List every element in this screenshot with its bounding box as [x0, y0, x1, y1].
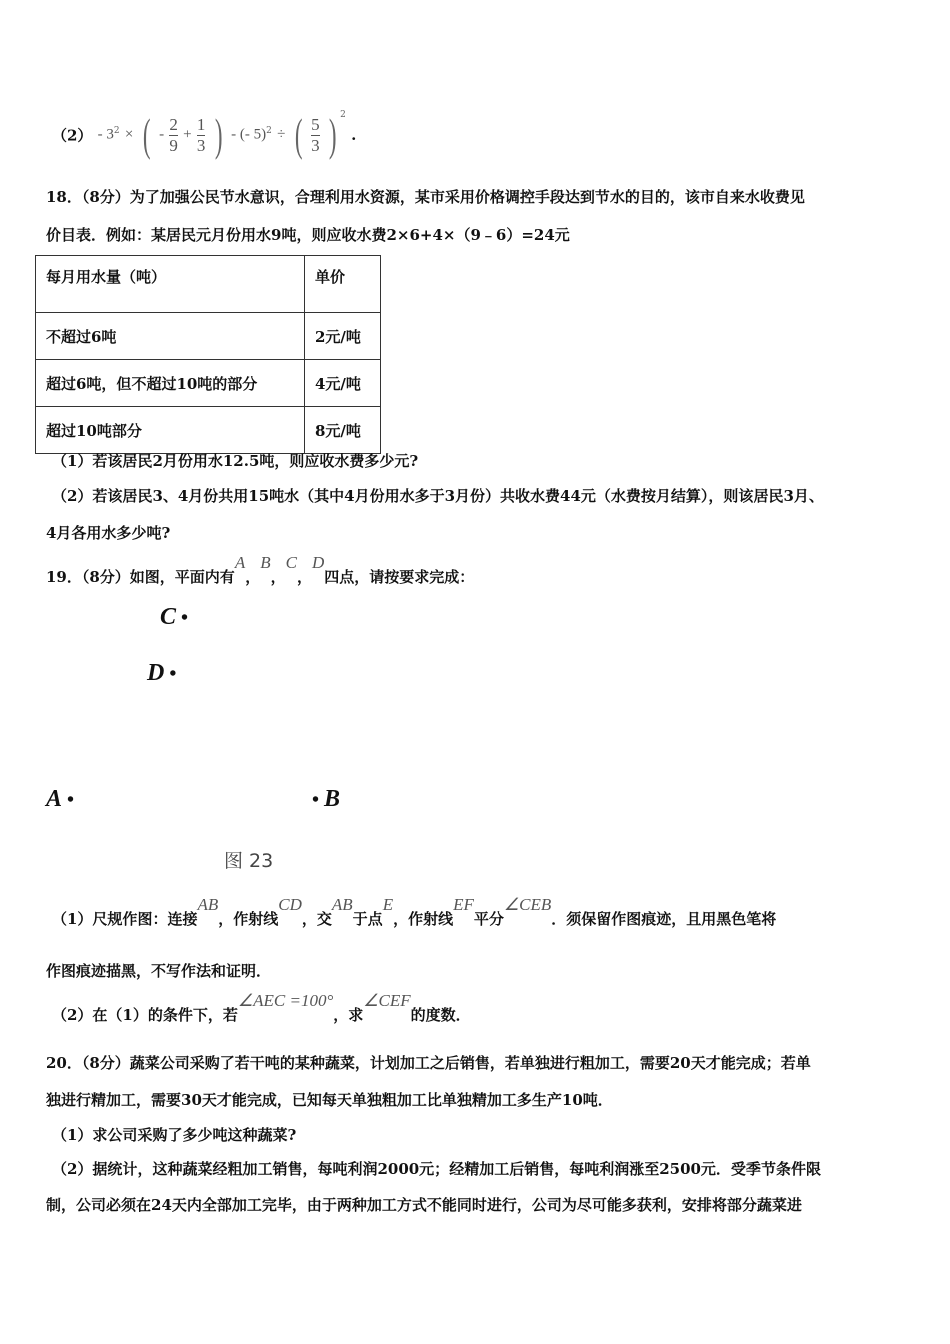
q19-point-a: A: [234, 553, 246, 572]
point-dot-icon: •: [312, 789, 325, 811]
q18-sub-1: （1）若该居民2月份用水12.5吨，则应收水费多少元?: [52, 452, 419, 470]
q17-term-a: - 3: [97, 126, 114, 143]
q19-intro: [46, 553, 475, 587]
q19-sub-2: [52, 991, 471, 1025]
q19-point-b: B: [260, 553, 271, 572]
q19-s2-text: ，求: [333, 1006, 364, 1024]
q17-minus-part: - (- 5): [231, 126, 267, 143]
q20-line-2: 独进行精加工，需要30天才能完成，已知每天单独粗加工比单独精加工多生产10吨．: [46, 1091, 613, 1109]
q17-label: （2）: [52, 126, 93, 145]
q17-times: ×: [124, 126, 134, 143]
q17-f1-den: 9: [169, 135, 178, 155]
q18-sub-2-line-2: 4月各用水多少吨?: [46, 524, 171, 542]
table-cell: 超过6吨，但不超过10吨的部分: [36, 360, 305, 407]
figure-point-c: [160, 604, 188, 631]
figure-point-a: [46, 786, 74, 813]
q19-s1-text: ，交: [301, 910, 332, 928]
q17-div: ÷: [277, 126, 286, 143]
q19-s1-text: ．须保留作图痕迹，且用黑色笔将: [551, 910, 777, 928]
right-paren: ): [214, 109, 223, 160]
point-dot-icon: •: [176, 607, 189, 629]
q19-point-d: D: [311, 553, 325, 572]
table-header-row: [36, 256, 381, 313]
q19-s1-ab: AB: [197, 895, 219, 914]
table-row: [36, 313, 381, 360]
q19-sub-1: [52, 895, 777, 929]
table-header-cell: 单价: [305, 256, 381, 313]
q17-term-a-exp: 2: [113, 126, 120, 136]
point-dot-icon: •: [62, 789, 75, 811]
q19-comma: ，: [270, 568, 286, 586]
q17-end: .: [351, 126, 357, 144]
q19-comma: ，: [245, 568, 261, 586]
right-paren-2: ): [328, 109, 337, 160]
table-cell: 不超过6吨: [36, 313, 305, 360]
point-dot-icon: •: [164, 663, 177, 685]
q17-expression: [52, 109, 357, 160]
q20-line-1: 20．（8分）蔬菜公司采购了若干吨的某种蔬菜，计划加工之后销售，若单独进行粗加工，需要20天才能完成；若单: [46, 1054, 811, 1072]
q19-comma: ，: [296, 568, 312, 586]
q17-f3-num: 5: [311, 114, 320, 134]
q17-neg: -: [159, 126, 165, 143]
q17-fraction-1: [169, 115, 178, 156]
q18-sub-2-line-1: （2）若该居民3、4月份共用15吨水（其中4月份用水多于3月份）共收水费44元（水费按月结算），则该居民3月、: [52, 487, 824, 505]
figure-label-b: B: [324, 786, 341, 812]
left-paren-2: (: [294, 109, 303, 160]
q17-f2-den: 3: [196, 135, 206, 155]
left-paren: (: [142, 109, 151, 160]
table-cell: 超过10吨部分: [36, 407, 305, 454]
q19-s1-ef: EF: [453, 895, 474, 914]
q19-s2-text: （2）在（1）的条件下，若: [52, 1006, 238, 1024]
q17-f3-den: 3: [311, 135, 320, 155]
q19-s1-text: 于点: [352, 910, 383, 928]
q20-sub-2-line-1: （2）据统计，这种蔬菜经粗加工销售，每吨利润2000元；经精加工后销售，每吨利润涨至2500元．受季节条件限: [52, 1160, 821, 1178]
q17-minus-exp: 2: [266, 126, 272, 136]
table-header-cell: 每月用水量（吨）: [36, 256, 305, 313]
figure-label-d: D: [147, 660, 165, 686]
q19-s1-text: ，作射线: [218, 910, 279, 928]
q19-s1-e: E: [382, 895, 394, 914]
q19-s2-cef: ∠CEF: [363, 991, 411, 1010]
figure-label-c: C: [160, 604, 177, 630]
q17-fraction-2: [197, 115, 206, 156]
figure-point-d: [147, 660, 176, 687]
q19-intro-b: 四点，请按要求完成：: [324, 568, 475, 586]
q19-s1-ab2: AB: [331, 895, 353, 914]
q19-s1-ceb: ∠CEB: [503, 895, 552, 914]
q19-point-c: C: [285, 553, 297, 572]
q19-s2-aec: ∠AEC =100°: [237, 991, 334, 1010]
q17-f1-num: 2: [169, 114, 178, 134]
figure-label-a: A: [46, 786, 63, 812]
q19-intro-a: 19．（8分）如图，平面内有: [46, 568, 235, 586]
figure-caption: 图 23: [224, 850, 274, 872]
q19-s1-cd: CD: [278, 895, 302, 914]
q19-sub-1-line-2: 作图痕迹描黑，不写作法和证明．: [46, 962, 272, 980]
q17-plus: +: [183, 126, 192, 143]
q17-fraction-3: [311, 115, 320, 156]
q19-s1-text: ，作射线: [393, 910, 454, 928]
q19-s1-text: 平分: [473, 910, 504, 928]
q18-line-1: 18．（8分）为了加强公民节水意识，合理利用水资源，某市采用价格调控手段达到节水的目的，该市自来水收费见: [46, 188, 805, 206]
table-cell: 4元/吨: [305, 360, 381, 407]
q17-f2-num: 1: [196, 114, 206, 134]
table-cell: 8元/吨: [305, 407, 381, 454]
table-row: [36, 360, 381, 407]
table-cell: 2元/吨: [305, 313, 381, 360]
q19-s1-text: （1）尺规作图：连接: [52, 910, 198, 928]
q17-f3-exp: 2: [340, 110, 346, 120]
q19-s2-text: 的度数．: [410, 1006, 471, 1024]
price-table: [35, 255, 381, 454]
q18-line-2: 价目表．例如：某居民元月份用水9吨，则应收水费2×6+4×（9﹣6）=24元: [46, 226, 570, 244]
q20-sub-1: （1）求公司采购了多少吨这种蔬菜?: [52, 1126, 297, 1144]
q20-sub-2-line-2: 制，公司必须在24天内全部加工完毕，由于两种加工方式不能同时进行，公司为尽可能多获利，安排将部分蔬菜进: [46, 1196, 802, 1214]
table-row: [36, 407, 381, 454]
figure-point-b: [312, 786, 340, 813]
